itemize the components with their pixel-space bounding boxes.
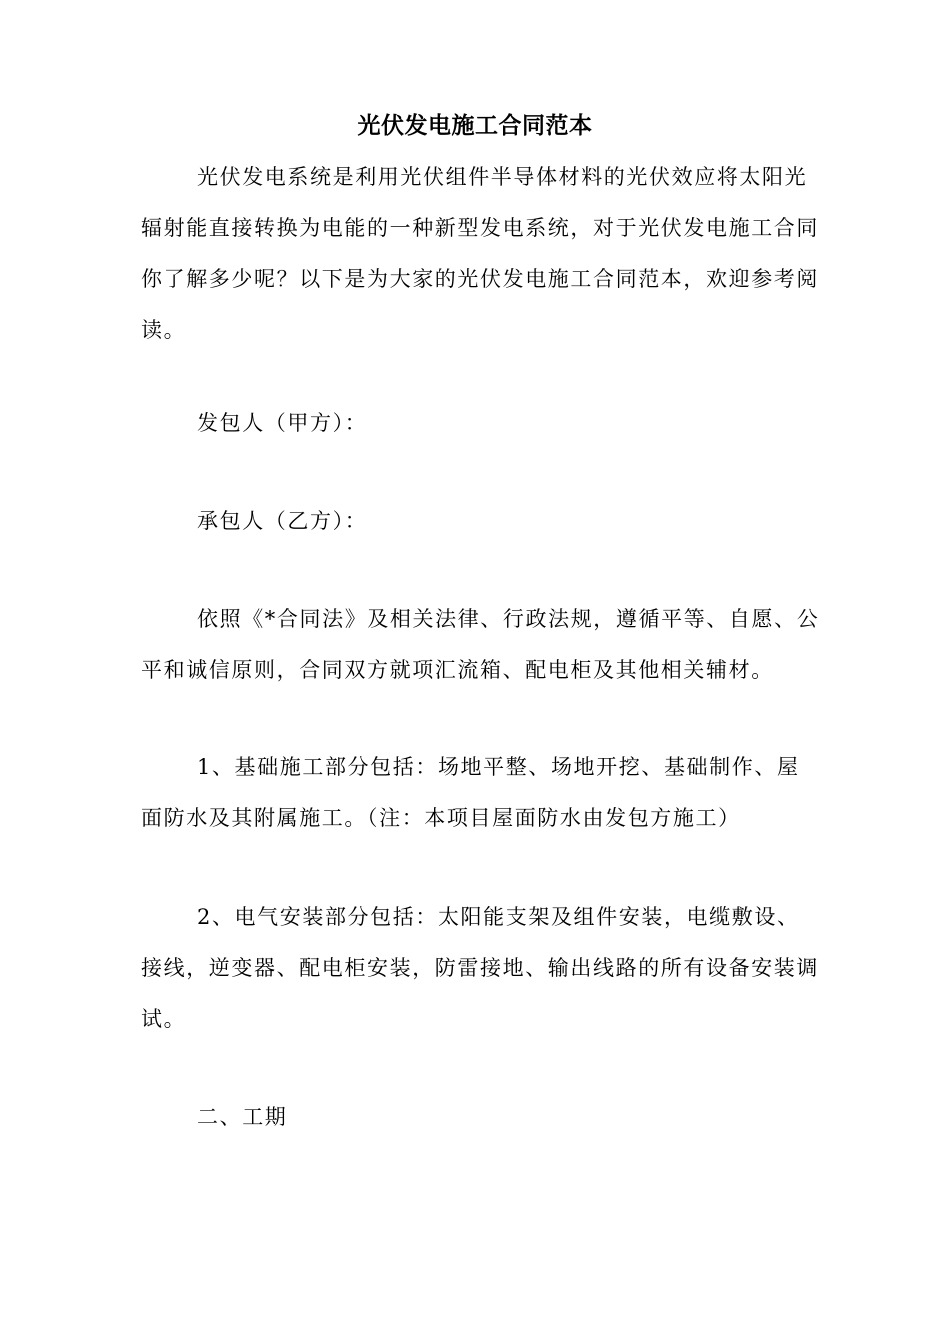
document-title: 光伏发电施工合同范本 [357, 112, 593, 139]
scope-item-foundation: 1、基础施工部分包括：场地平整、场地开挖、基础制作、屋面防水及其附属施工。（注：本项目屋面防水由发包方施工） [141, 755, 800, 830]
contract-basis-paragraph: 依照《*合同法》及相关法律、行政法规，遵循平等、自愿、公平和诚信原则，合同双方就项汇流箱、配电柜及其他相关辅材。 [141, 607, 820, 682]
intro-paragraph: 光伏发电系统是利用光伏组件半导体材料的光伏效应将太阳光辐射能直接转换为电能的一种新型发电系统，对于光伏发电施工合同你了解多少呢？以下是为大家的光伏发电施工合同范本，欢迎参考阅读。 [141, 165, 819, 342]
section-heading-schedule: 二、工期 [197, 1105, 288, 1129]
scope-item-electrical: 2、电气安装部分包括：太阳能支架及组件安装，电缆敷设、接线，逆变器、配电柜安装，防雷接地、输出线路的所有设备安装调试。 [141, 905, 819, 1031]
party-a-line: 发包人（甲方）： [197, 411, 368, 435]
party-b-line: 承包人（乙方）： [197, 509, 368, 533]
